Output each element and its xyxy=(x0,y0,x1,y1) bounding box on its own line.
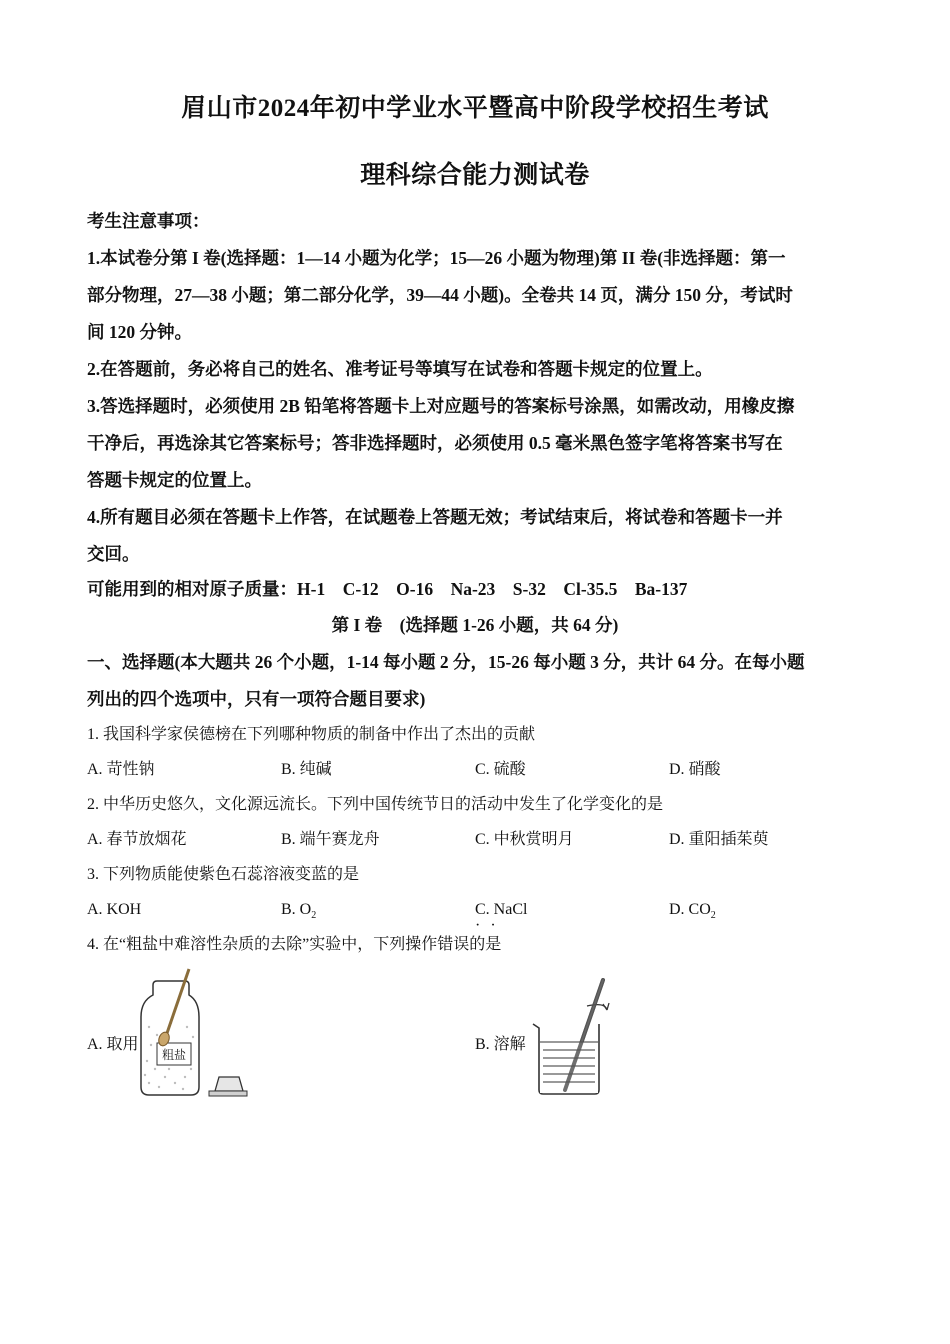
question-2-option-b: B. 端午赛龙舟 xyxy=(281,831,380,848)
section1-line1: 一、选择题(本大题共 26 个小题，1-14 每小题 2 分，15-26 每小题 3 分，共计 64 分。在每小题 xyxy=(87,652,805,672)
question-4-option-b: B. 溶解 xyxy=(475,1036,526,1053)
section1-line2: 列出的四个选项中，只有一项符合题目要求) xyxy=(87,689,426,709)
bottle-label: 粗盐 xyxy=(161,1048,187,1062)
question-1-option-b: B. 纯碱 xyxy=(281,761,332,778)
notice-2: 2.在答题前，务必将自己的姓名、准考证号等填写在试卷和答题卡规定的位置上。 xyxy=(87,359,713,379)
stopper-base xyxy=(209,1091,247,1096)
question-2-option-c: C. 中秋赏明月 xyxy=(475,831,574,848)
question-1-stem: 1. 我国科学家侯德榜在下列哪种物质的制备中作出了杰出的贡献 xyxy=(87,726,536,743)
question-2-option-d: D. 重阳插茱萸 xyxy=(669,831,769,848)
question-3-stem: 3. 下列物质能使紫色石蕊溶液变蓝的是 xyxy=(87,866,360,883)
notice-1-line3: 间 120 分钟。 xyxy=(87,322,192,342)
emphasis-dots: ·· xyxy=(475,917,506,934)
question-4-stem: 4. 在“粗盐中难溶性杂质的去除”实验中，下列操作错误的是 xyxy=(87,936,502,953)
beaker-figure xyxy=(525,972,615,1102)
notice-3-line1: 3.答选择题时，必须使用 2B 铅笔将答题卡上对应题号的答案标号涂黑，如需改动，用橡皮擦 xyxy=(87,396,795,416)
notice-1-line2: 部分物理，27—38 小题；第二部分化学，39—44 小题)。全卷共 14 页，满分 150 分，考试时 xyxy=(87,285,793,305)
salt-bottle-figure xyxy=(135,965,255,1100)
notice-4-line2: 交回。 xyxy=(87,544,140,564)
part1-heading: 第 I 卷 (选择题 1-26 小题，共 64 分) xyxy=(331,615,619,635)
page-subtitle: 理科综合能力测试卷 xyxy=(360,162,590,189)
notice-heading: 考生注意事项： xyxy=(87,211,210,231)
notice-4-line1: 4.所有题目必须在答题卡上作答，在试题卷上答题无效；考试结束后，将试卷和答题卡一并 xyxy=(87,507,783,527)
question-1-option-d: D. 硝酸 xyxy=(669,761,721,778)
question-2-stem: 2. 中华历史悠久，文化源远流长。下列中国传统节日的活动中发生了化学变化的是 xyxy=(87,796,664,813)
notice-1-line1: 1.本试卷分第 I 卷(选择题：1—14 小题为化学；15—26 小题为物理)第 II 卷(非选择题：第一 xyxy=(87,248,786,268)
question-3-option-c: C. NaCl xyxy=(475,901,528,918)
question-3-option-b: B. $O_2$ xyxy=(281,901,317,922)
question-3-option-a: A. KOH xyxy=(87,901,142,918)
question-3-option-d: D. $CO_2$ xyxy=(669,901,716,922)
atomic-mass-line: 可能用到的相对原子质量：H-1 C-12 O-16 Na-23 S-32 Cl-35.5 Ba-137 xyxy=(87,579,688,599)
notice-3-line2: 干净后，再选涂其它答案标号；答非选择题时，必须使用 0.5 毫米黑色签字笔将答案书写在 xyxy=(87,433,783,453)
question-1-option-a: A. 苛性钠 xyxy=(87,761,155,778)
bottle-stopper xyxy=(215,1077,243,1091)
question-4-option-a: A. 取用 xyxy=(87,1036,139,1053)
page-title: 眉山市2024年初中学业水平暨高中阶段学校招生考试 xyxy=(181,95,769,122)
bottle-outline xyxy=(141,981,199,1095)
notice-3-line3: 答题卡规定的位置上。 xyxy=(87,470,262,490)
question-1-option-c: C. 硫酸 xyxy=(475,761,526,778)
question-2-option-a: A. 春节放烟花 xyxy=(87,831,187,848)
